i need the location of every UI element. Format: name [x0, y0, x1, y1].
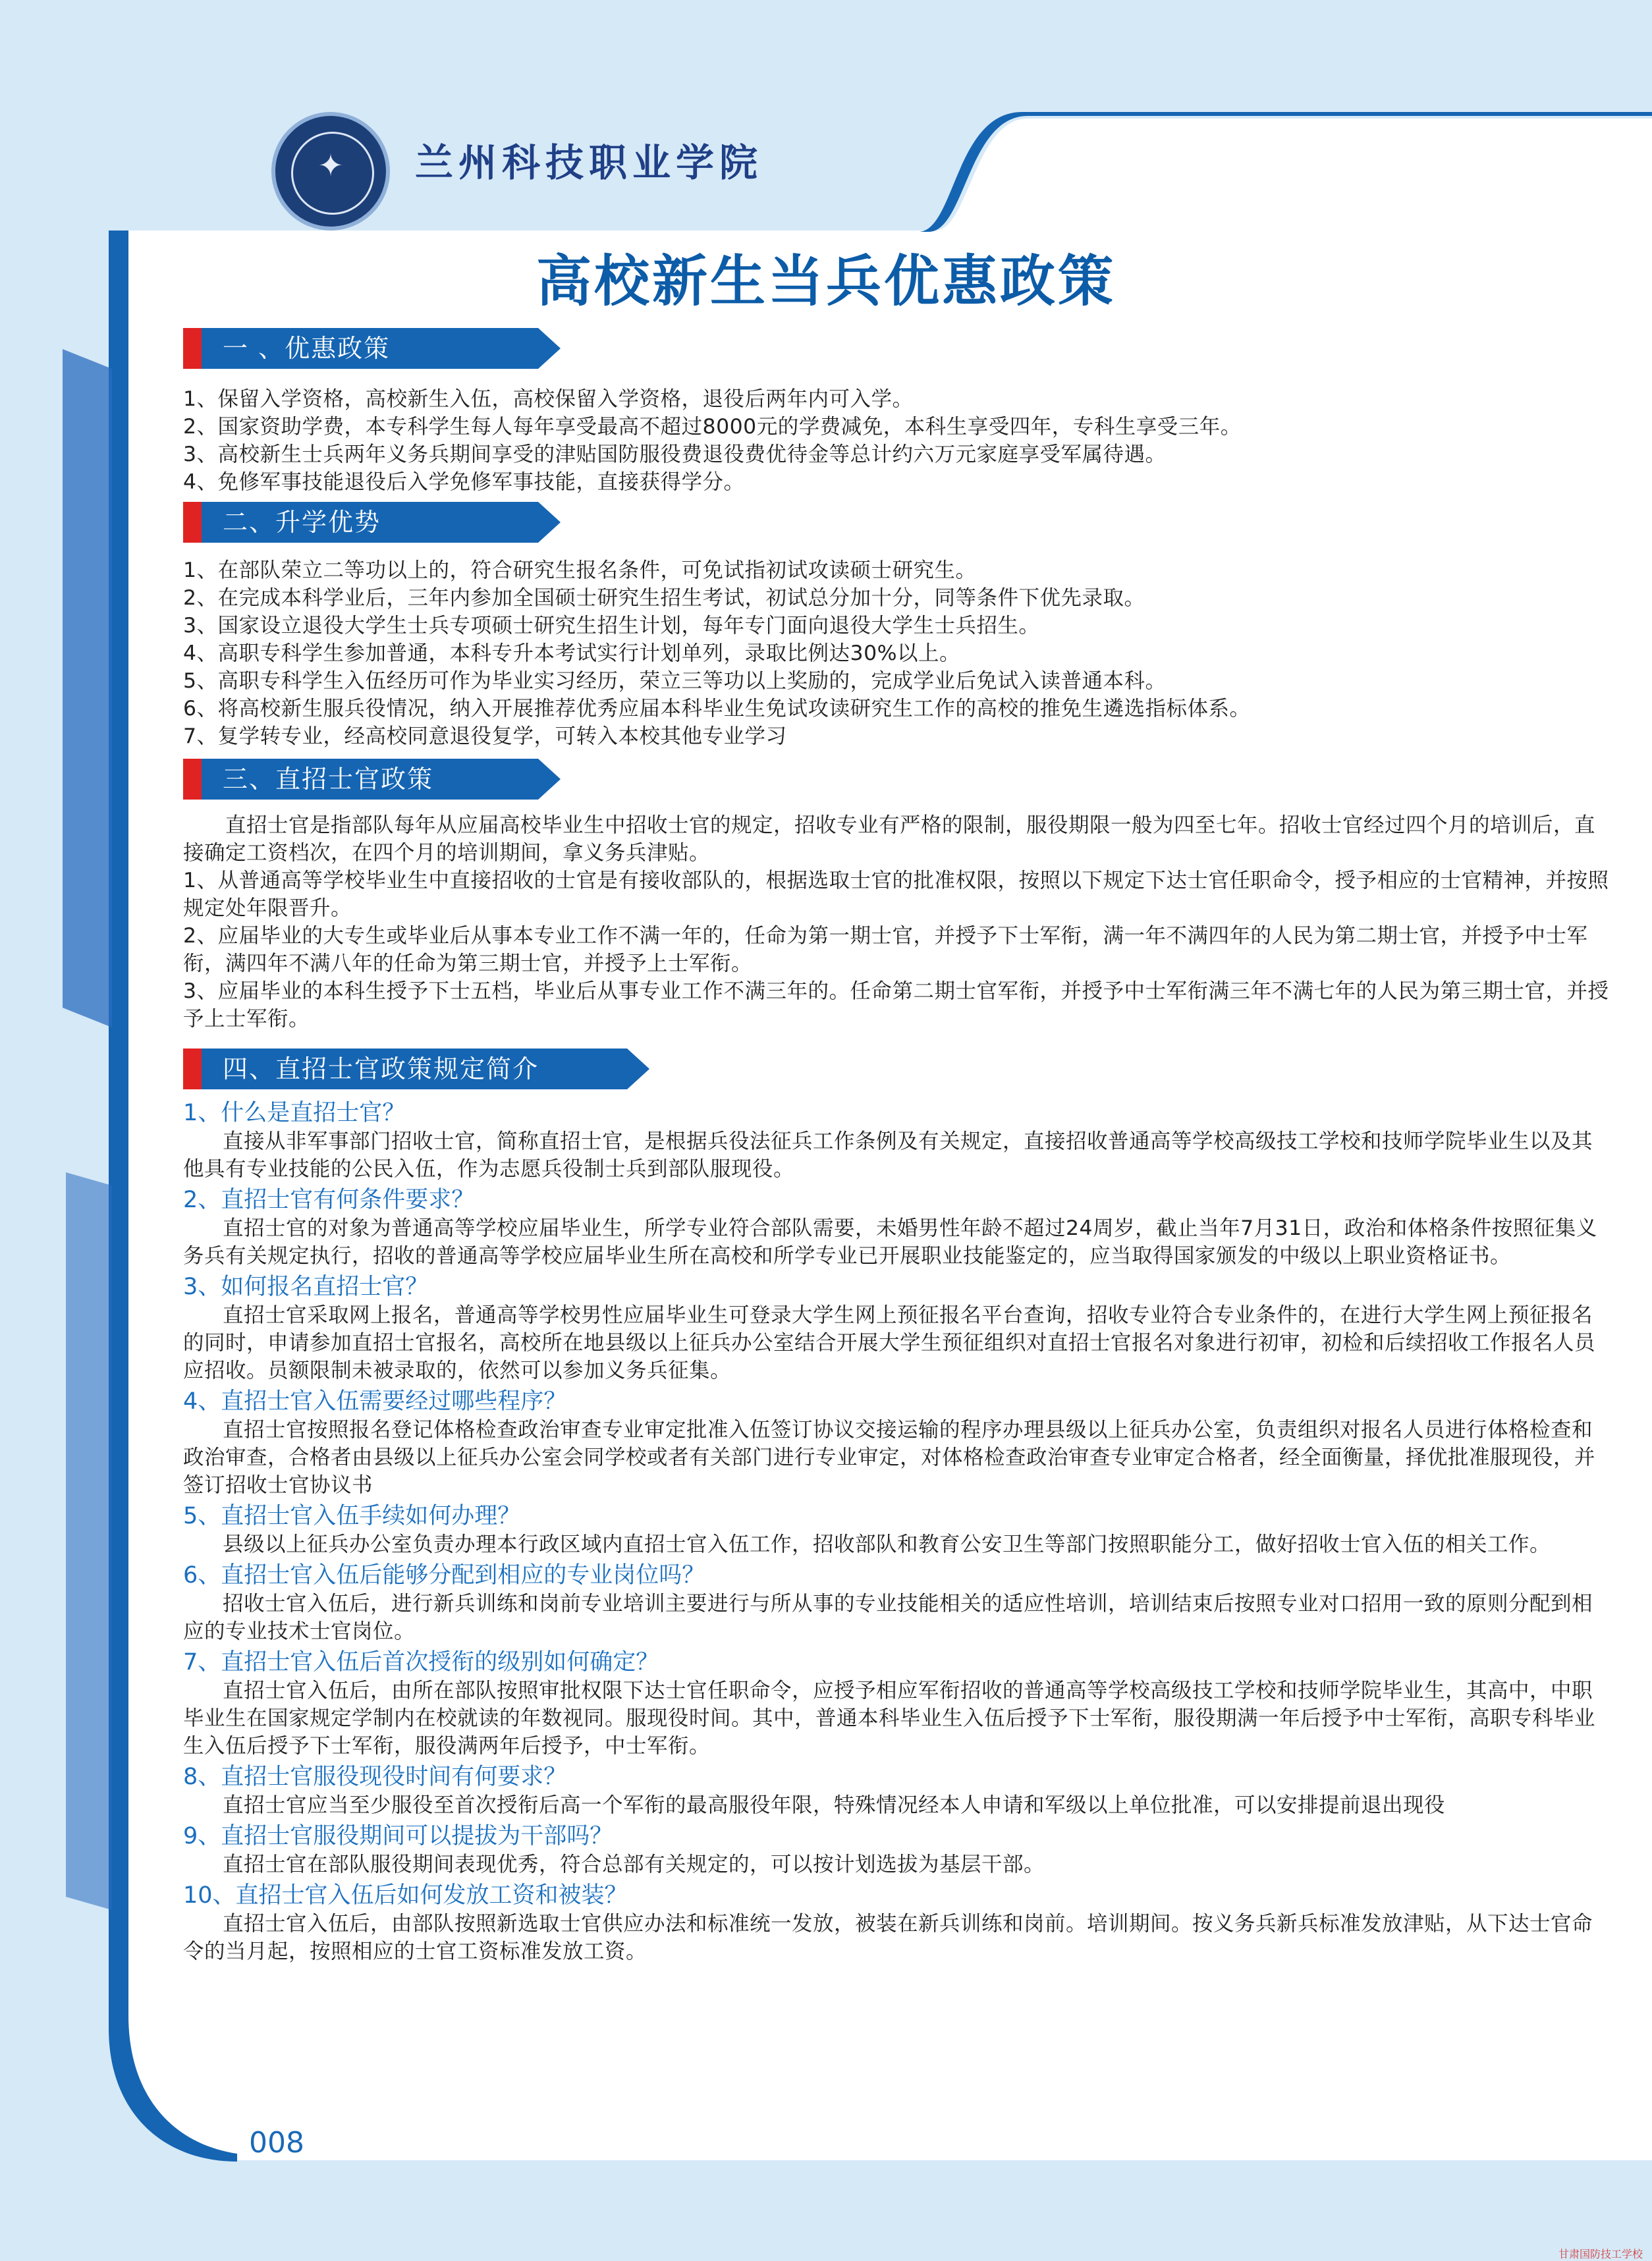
section-paragraph: 7、复学转专业，经高校同意退役复学，可转入本校其他专业学习 [183, 724, 787, 748]
section-heading-text: 二、升学优势 [223, 508, 381, 537]
section-paragraph: 3、国家设立退役大学生士兵专项硕士研究生招生计划，每年专门面向退役大学生士兵招生。 [183, 614, 1040, 638]
school-logo [271, 112, 390, 231]
section-paragraph: 6、将高校新生服兵役情况，纳入开展推荐优秀应届本科毕业生免试攻读研究生工作的高校的推免生遴选指标体系。 [183, 697, 1251, 721]
section-paragraph: 4、免修军事技能退役后入学免修军事技能，直接获得学分。 [183, 470, 745, 494]
page-title: 高校新生当兵优惠政策 [536, 249, 1116, 313]
section-paragraph: 1、在部队荣立二等功以上的，符合研究生报名条件，可免试指初试攻读硕士研究生。 [183, 558, 977, 582]
section-paragraph: 2、应届毕业的大专生或毕业后从事本专业工作不满一年的，任命为第一期士官，并授予下士军衔，满一年不满四年的人民为第二期士官，并授予中士军衔，满四年不满八年的任命为第三期士官，并授予上士军衔。 [183, 924, 1588, 975]
page-number: 008 [249, 2126, 304, 2160]
red-marker [183, 328, 202, 369]
faq-answer: 直接从非军事部门招收士官，简称直招士官，是根据兵役法征兵工作条例及有关规定，直接招收普通高等学校高级技工学校和技师学院毕业生以及其他具有专业技能的公民入伍，作为志愿兵役制士兵到部队服现役。 [183, 1130, 1593, 1181]
faq-question: 3、如何报名直招士官？ [183, 1274, 429, 1300]
red-marker [183, 759, 202, 800]
section-heading-text: 三、直招士官政策 [223, 765, 434, 794]
section-paragraph: 直招士官是指部队每年从应届高校毕业生中招收士官的规定，招收专业有严格的限制，服役期限一般为四至七年。招收士官经过四个月的培训后，直接确定工资档次，在四个月的培训期间，拿义务兵津贴。 [183, 813, 1596, 865]
section-body-3 [183, 811, 1612, 1033]
faq-list [183, 1099, 1612, 1968]
section-paragraph: 2、在完成本科学业后，三年内参加全国硕士研究生招生考试，初试总分加十分，同等条件下优先录取。 [183, 586, 1145, 610]
section-heading-text: 一 、优惠政策 [223, 334, 391, 363]
faq-answer: 直招士官采取网上报名，普通高等学校男性应届毕业生可登录大学生网上预征报名平台查询，招收专业符合专业条件的，在进行大学生网上预征报名的同时，申请参加直招士官报名，高校所在地县级以上征兵办公室结合开展大学生预征组织对直招士官报名对象进行初审，初检和后续招收工作报名人员应招收。员额限制未被录取的，依然可以参加义务兵征集。 [183, 1303, 1596, 1382]
section-paragraph: 2、国家资助学费，本专科学生每人每年享受最高不超过8000元的学费减免，本科生享受四年，专科生享受三年。 [183, 415, 1242, 439]
red-marker [183, 502, 202, 543]
section-paragraph: 1、从普通高等学校毕业生中直接招收的士官是有接收部队的，根据选取士官的批准权限，按照以下规定下达士官任职命令，授予相应的士官精神，并按照规定处年限晋升。 [183, 869, 1609, 920]
section-paragraph: 3、应届毕业的本科生授予下士五档，毕业后从事专业工作不满三年的。任命第二期士官军衔，并授予中士军衔满三年不满七年的人民为第三期士官，并授予上士军衔。 [183, 979, 1609, 1031]
faq-answer: 直招士官按照报名登记体格检查政治审查专业审定批准入伍签订协议交接运输的程序办理县级以上征兵办公室，负责组织对报名人员进行体格检查和政治审查，合格者由县级以上征兵办公室会同学校或者有关部门进行专业审定，对体格检查政治审查专业审定合格者，经全面衡量，择优批准服现役，并签订招收士官协议书 [183, 1418, 1596, 1497]
faq-question: 9、直招士官服役期间可以提拔为干部吗？ [183, 1823, 613, 1849]
section-paragraph: 5、高职专科学生入伍经历可作为毕业实习经历，荣立三等功以上奖励的，完成学业后免试入读普通本科。 [183, 669, 1167, 693]
school-name: 兰州科技职业学院 [415, 140, 763, 185]
faq-question: 5、直招士官入伍手续如何办理？ [183, 1503, 521, 1529]
footer-note: 甘肃国防技工学校 [1558, 2248, 1643, 2260]
faq-answer: 直招士官入伍后，由部队按照新选取士官供应办法和标准统一发放，被装在新兵训练和岗前。培训期间。按义务兵新兵标准发放津贴，从下达士官命令的当月起，按照相应的士官工资标准发放工资。 [183, 1912, 1593, 1963]
section-paragraph: 3、高校新生士兵两年义务兵期间享受的津贴国防服役费退役费优待金等总计约六万元家庭享受军属待遇。 [183, 443, 1167, 466]
red-marker [183, 1049, 202, 1089]
section-body-1 [183, 385, 1612, 496]
faq-question: 1、什么是直招士官？ [183, 1100, 406, 1126]
faq-answer: 直招士官应当至少服役至首次授衔后高一个军衔的最高服役年限，特殊情况经本人申请和军级以上单位批准，可以安排提前退出现役 [223, 1793, 1446, 1817]
faq-question: 10、直招士官入伍后如何发放工资和被装？ [183, 1882, 628, 1909]
faq-answer: 直招士官在部队服役期间表现优秀，符合总部有关规定的，可以按计划选拔为基层干部。 [223, 1853, 1045, 1876]
section-paragraph: 1、保留入学资格，高校新生入伍，高校保留入学资格，退役后两年内可入学。 [183, 387, 914, 411]
faq-question: 6、直招士官入伍后能够分配到相应的专业岗位吗？ [183, 1562, 705, 1589]
star-icon: ✦ [317, 148, 344, 183]
faq-answer: 招收士官入伍后，进行新兵训练和岗前专业培训主要进行与所从事的专业技能相关的适应性培训，培训结束后按照专业对口招用一致的原则分配到相应的专业技术士官岗位。 [183, 1592, 1593, 1643]
faq-question: 7、直招士官入伍后首次授衔的级别如何确定？ [183, 1649, 659, 1675]
faq-answer: 县级以上征兵办公室负责办理本行政区域内直招士官入伍工作，招收部队和教育公安卫生等部门按照职能分工，做好招收士官入伍的相关工作。 [223, 1533, 1551, 1556]
faq-answer: 直招士官入伍后，由所在部队按照审批权限下达士官任职命令，应授予相应军衔招收的普通高等学校高级技工学校和技师学院毕业生，其高中，中职毕业生在国家规定学制内在校就读的年数视同。服现役时间。其中，普通本科毕业生入伍后授予下士军衔，服役期满一年后授予中士军衔，高职专科毕业生入伍后授予下士军衔，服役满两年后授予，中士军衔。 [183, 1679, 1596, 1758]
section-heading-text: 四、直招士官政策规定简介 [223, 1054, 539, 1083]
section-paragraph: 4、高职专科学生参加普通，本科专升本考试实行计划单列，录取比例达30%以上。 [183, 641, 961, 665]
faq-answer: 直招士官的对象为普通高等学校应届毕业生，所学专业符合部队需要，未婚男性年龄不超过24周岁，截止当年7月31日，政治和体格条件按照征集义务兵有关规定执行，招收的普通高等学校应届毕业生所在高校和所学专业已开展职业技能鉴定的，应当取得国家颁发的中级以上职业资格证书。 [183, 1216, 1597, 1268]
faq-question: 8、直招士官服役现役时间有何要求？ [183, 1764, 567, 1790]
section-body-2 [183, 557, 1612, 750]
faq-question: 2、直招士官有何条件要求？ [183, 1187, 475, 1213]
faq-question: 4、直招士官入伍需要经过哪些程序？ [183, 1388, 567, 1415]
